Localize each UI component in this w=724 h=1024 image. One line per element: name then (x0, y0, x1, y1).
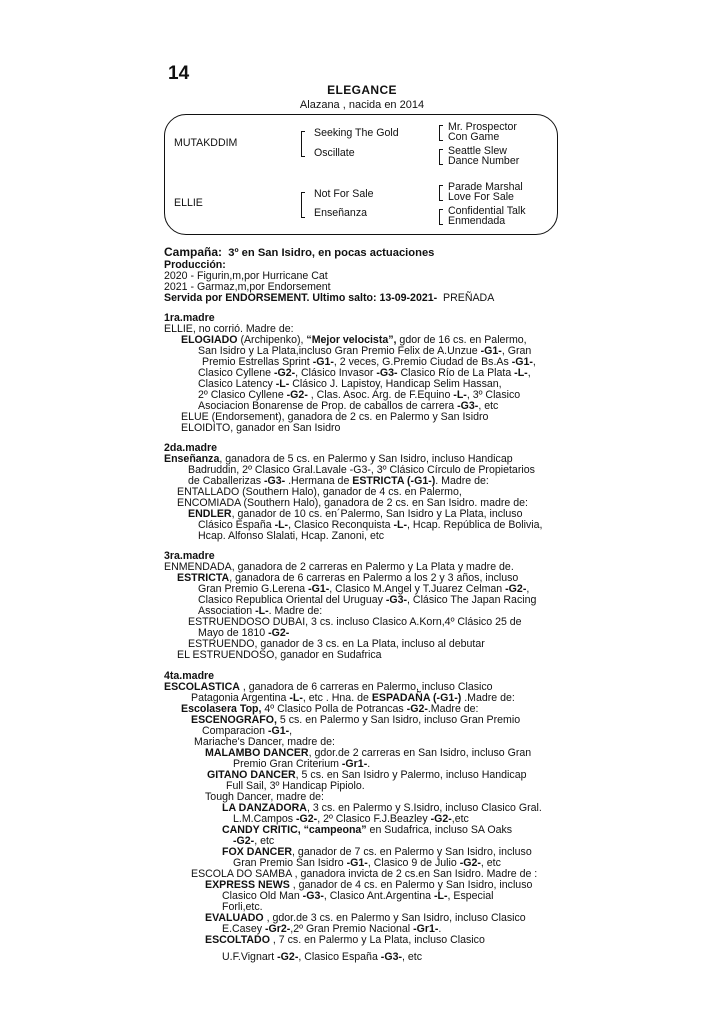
horse-name-bold: ESCOLTADO (205, 934, 270, 946)
text-span: , ganadora de 6 carreras en Palermo a los 2 y 3 años, incluso (229, 572, 519, 584)
text-span: L.M.Campos (233, 813, 296, 825)
text-span: , etc (480, 857, 501, 869)
grade-bold: -L- (255, 605, 269, 617)
text-span: , Clasico Reconquista (288, 519, 394, 531)
text-span: , 3 cs. en Palermo y S.Isidro, incluso Clasico Gral. (306, 802, 542, 814)
grade-bold: -G2- (273, 367, 296, 379)
text-span: ,2º Gran Premio Nacional (290, 923, 414, 935)
grade-bold: -G2- (277, 951, 299, 963)
pedigree-sire-dam: Oscillate (314, 147, 355, 159)
pedigree-dam-sire: Not For Sale (314, 188, 374, 200)
grade-bold: -L- (514, 367, 528, 379)
served-line (164, 293, 494, 304)
text-span: , Clasico España (298, 951, 381, 963)
pedigree-sd-sire: Seattle Slew (448, 145, 507, 157)
dam3-line: ENMENDADA, ganadora de 2 carreras en Palermo y La Plata y madre de. (164, 561, 514, 573)
campaign-text: 3º en San Isidro, en pocas actuaciones (228, 247, 435, 259)
text-span: , etc (254, 835, 275, 847)
text-span: Comparacion (202, 725, 268, 737)
pedigree-ds-sire: Parade Marshal (448, 181, 523, 193)
text-span: , Clasico M.Angel y T.Juarez Celman (329, 583, 506, 595)
text-span: Association (198, 605, 256, 617)
horse-name-bold: ESCOLASTICA (164, 681, 240, 693)
horse-name-bold: LA DANZADORA (222, 802, 307, 814)
grade-bold: -L- (274, 519, 289, 531)
horse-name-bold: ESPADAÑA (-G1-) (371, 692, 462, 704)
text-span: 4º Clasico Polla de Potrancas (261, 703, 407, 715)
horse-name-bold: EVALUADO (205, 912, 264, 924)
text-span: , (289, 725, 293, 737)
horse-name-bold: ESTRICTA (177, 572, 230, 584)
text-span: Clasico Cyllene (198, 367, 274, 379)
text-span: Gran Premio G.Lerena (198, 583, 309, 595)
text-span: Clásico España (198, 519, 275, 531)
text-span: Clasico Republica Oriental del Uruguay (198, 594, 386, 606)
dam3-line: ESTRUENDOSO DUBAI, 3 cs. incluso Clasico A.Korn,4º Clásico 25 de (188, 616, 522, 628)
pedigree-dd-sire: Confidential Talk (448, 205, 526, 217)
text-span: , etc (478, 400, 499, 412)
text-span: .Hermana de (285, 475, 353, 487)
text-span: , etc . Hna. de (302, 692, 372, 704)
grade-bold: -G3- (385, 594, 408, 606)
dam4-line (205, 935, 485, 946)
pedigree-ss-dam: Con Game (448, 131, 500, 143)
grade-bold: -G1- (308, 583, 330, 595)
horse-name-bold: FOX DANCER (222, 846, 293, 858)
text-span: San Isidro y La Plata,incluso Gran Premio Felix de A.Unzue (198, 345, 481, 357)
text-span: Clasico Old Man (222, 890, 303, 902)
grade-bold: -G1- (511, 356, 533, 368)
dam4-line (222, 891, 493, 902)
grade-bold: -G2- (268, 627, 290, 639)
grade-bold: -G2- (406, 703, 428, 715)
horse-name-bold: EXPRESS NEWS (205, 879, 290, 891)
pedigree-sire: MUTAKDDIM (174, 137, 238, 149)
dam2-line: ENCOMIADA (Southern Halo), ganadora de 2 cs. en San Isidro. madre de: (177, 497, 528, 509)
text-span: , etc (401, 951, 423, 963)
text-span: Patagonia Argentina (191, 692, 290, 704)
grade-bold: -G3- (380, 951, 402, 963)
grade-bold: -G1- (346, 857, 368, 869)
text-span: 2º Clasico Cyllene (198, 389, 287, 401)
grade-bold: -G2- (430, 813, 452, 825)
grade-bold: -G2- (505, 583, 527, 595)
lot-number: 14 (168, 63, 190, 84)
horse-name-bold: ESTRICTA (-G1-) (352, 475, 436, 487)
text-span: ,etc (451, 813, 469, 825)
bracket-sd (439, 149, 443, 165)
text-span: , 3º Clasico (466, 389, 521, 401)
text-span: , Hcap. República de Bolivia, (407, 519, 543, 531)
production-label: Producción: (164, 259, 226, 271)
text-span: (Archipenko), (237, 334, 307, 346)
text-span: en Sudafrica, incluso SA Oaks (366, 824, 513, 836)
text-span: .Madre de: (427, 703, 479, 715)
text-span: , (532, 356, 536, 368)
text-span: Asociacion Bonarense de Prop. de caballos de carrera (198, 400, 458, 412)
text-span: E.Casey (222, 923, 265, 935)
text-span: 5 cs. en Palermo y San Isidro, incluso Gran Premio (276, 714, 521, 726)
text-span: , 2º Clasico F.J.Beazley (317, 813, 431, 825)
dam4-line: ESCOLA DO SAMBA , ganadora invicta de 2 cs.en San Isidro. Madre de : (191, 868, 538, 880)
bracket-sire (301, 131, 305, 157)
grade-bold: -G3- (263, 475, 286, 487)
horse-name-bold: MALAMBO DANCER (205, 747, 309, 759)
grade-bold: -Gr2- (264, 923, 291, 935)
grade-bold: -L- (289, 692, 303, 704)
grade-bold: -L- (393, 519, 408, 531)
horse-description: Alazana , nacida en 2014 (299, 99, 425, 111)
dam4-line: Mariache's Dancer, madre de: (194, 736, 335, 748)
text-span: , 7 cs. en Palermo y La Plata, incluso Clasico (269, 934, 485, 946)
text-span: Clasico Río de La Plata (397, 367, 515, 379)
dam4-line: Forli,etc. (222, 901, 263, 913)
grade-bold: -G3- (457, 400, 479, 412)
text-span: , Clas. Asoc. Arg. de F.Equino (307, 389, 454, 401)
horse-name-bold: ELOGIADO (181, 334, 238, 346)
horse-name-bold: “Mejor velocista”, (306, 334, 397, 346)
campaign-line (164, 247, 434, 259)
dam1-line: ELUE (Endorsement), ganadora de 2 cs. en Palermo y San Isidro (181, 411, 489, 423)
text-span: Premio Estrellas Sprint (202, 356, 313, 368)
bracket-ds (439, 185, 443, 201)
pedigree-ds-dam: Love For Sale (448, 191, 514, 203)
text-span: , ganadora de 6 carreras en Palermo, incluso Clasico (239, 681, 493, 693)
text-span: , 2 veces, G.Premio Ciudad de Bs.As (333, 356, 512, 368)
pedigree-sd-dam: Dance Number (448, 155, 520, 167)
served-text: Servida por ENDORSEMENT. Ultimo salto: 13-09-2021- (164, 292, 438, 304)
text-span: Clásico J. Lapistoy, Handicap Selim Hassan, (289, 378, 502, 390)
text-span: , gdor.de 3 cs. en Palermo y San Isidro, incluso Clasico (263, 912, 526, 924)
grade-bold: -G2- (296, 813, 318, 825)
horse-name-bold: ESCENOGRAFO, (191, 714, 277, 726)
dam3-line: EL ESTRUENDOSO, ganador en Sudafrica (177, 649, 382, 661)
text-span: . Madre de: (268, 605, 323, 617)
text-span: , (526, 583, 530, 595)
horse-name-bold: ENDLER (188, 508, 232, 520)
text-span: de Caballerizas (188, 475, 264, 487)
horse-name: ELEGANCE (327, 83, 397, 97)
horse-name-bold: GITANO DANCER (207, 769, 296, 781)
text-span: , gdor.de 2 carreras en San Isidro, incluso Gran (308, 747, 532, 759)
text-span: Premio Gran Criterium (233, 758, 342, 770)
dam4-line: Full Sail, 3º Handicap Pipiolo. (226, 780, 365, 792)
production-item-1: 2020 - Figurin,m,por Hurricane Cat (164, 270, 328, 282)
dam3-title: 3ra.madre (164, 550, 215, 562)
text-span: , Clásico Invasor (295, 367, 377, 379)
text-span: . (367, 758, 371, 770)
grade-bold: -G2- (459, 857, 481, 869)
dam1-title: 1ra.madre (164, 312, 215, 324)
bracket-ss (439, 125, 443, 141)
production-item-2: 2021 - Garmaz,m,por Endorsement (164, 281, 331, 293)
horse-name-bold: Escolasera Top, (181, 703, 262, 715)
text-span: , Clasico 9 de Julio (367, 857, 460, 869)
text-span: . (438, 923, 442, 935)
grade-bold: -G2- (233, 835, 255, 847)
text-span: , ganador de 4 cs. en Palermo y San Isidro, incluso (289, 879, 533, 891)
text-span: , Especial (447, 890, 494, 902)
campaign-label: Campaña: (164, 245, 223, 259)
grade-bold: -G1- (480, 345, 502, 357)
text-span: , 5 cs. en San Isidro y Palermo, incluso Handicap (295, 769, 527, 781)
dam2-line: ENTALLADO (Southern Halo), ganador de 4 cs. en Palermo, (177, 486, 462, 498)
horse-name-bold: CANDY CRITIC, “campeona” (222, 824, 367, 836)
dam4-line (222, 952, 422, 963)
text-span: gdor de 16 cs. en Palermo, (396, 334, 527, 346)
dam2-line: Hcap. Alfonso Slalati, Hcap. Zanoni, etc (198, 530, 385, 542)
text-span: , ganadora de 5 cs. en Palermo y San Isidro, incluso Handicap (219, 453, 513, 465)
dam1-line: ELLIE, no corrió. Madre de: (164, 323, 294, 335)
text-span: , Gran (501, 345, 532, 357)
grade-bold: -Gr1- (413, 923, 439, 935)
pedigree-dam: ELLIE (174, 197, 203, 209)
grade-bold: -L- (275, 378, 290, 390)
text-span: Gran Premio San Isidro (233, 857, 347, 869)
text-span: U.F.Vignart (222, 951, 278, 963)
horse-name-bold: Enseñanza (164, 453, 220, 465)
dam3-line: ESTRUENDO, ganador de 3 cs. en La Plata, incluso al debutar (188, 638, 485, 650)
grade-bold: -L- (433, 890, 448, 902)
dam1-line: ELOIDITO, ganador en San Isidro (181, 422, 341, 434)
grade-bold: -G2- (286, 389, 308, 401)
dam2-line: Badruddin, 2º Clasico Gral.Lavale -G3-, 3º Clásico Círculo de Propietarios (188, 464, 535, 476)
text-span: , Clásico The Japan Racing (407, 594, 537, 606)
grade-bold: -G3- (302, 890, 324, 902)
dam2-title: 2da.madre (164, 442, 217, 454)
text-span: Clasico Latency (198, 378, 276, 390)
dam4-line: Tough Dancer, madre de: (205, 791, 324, 803)
text-span: , ganador de 7 cs. en Palermo y San Isidro, incluso (292, 846, 532, 858)
text-span: , (527, 367, 531, 379)
pedigree-dd-dam: Enmendada (448, 215, 506, 227)
bracket-dd (439, 209, 443, 225)
text-span: , Clasico Ant.Argentina (323, 890, 434, 902)
text-span: .Madre de: (461, 692, 515, 704)
text-span: , ganador de 10 cs. en´Palermo, San Isidro y La Plata, incluso (231, 508, 523, 520)
grade-bold: -G1- (312, 356, 334, 368)
grade-bold: -Gr1- (341, 758, 368, 770)
bracket-dam (301, 192, 305, 218)
pedigree-ss-sire: Mr. Prospector (448, 121, 517, 133)
dam4-title: 4ta.madre (164, 670, 215, 682)
served-status: PREÑADA (443, 292, 495, 304)
grade-bold: -L- (453, 389, 467, 401)
pedigree-dam-dam: Enseñanza (314, 207, 368, 219)
pedigree-sire-sire: Seeking The Gold (314, 127, 399, 139)
grade-bold: -G1- (267, 725, 290, 737)
text-span: Mayo de 1810 (198, 627, 269, 639)
grade-bold: -G3- (376, 367, 398, 379)
text-span: . Madre de: (435, 475, 489, 487)
